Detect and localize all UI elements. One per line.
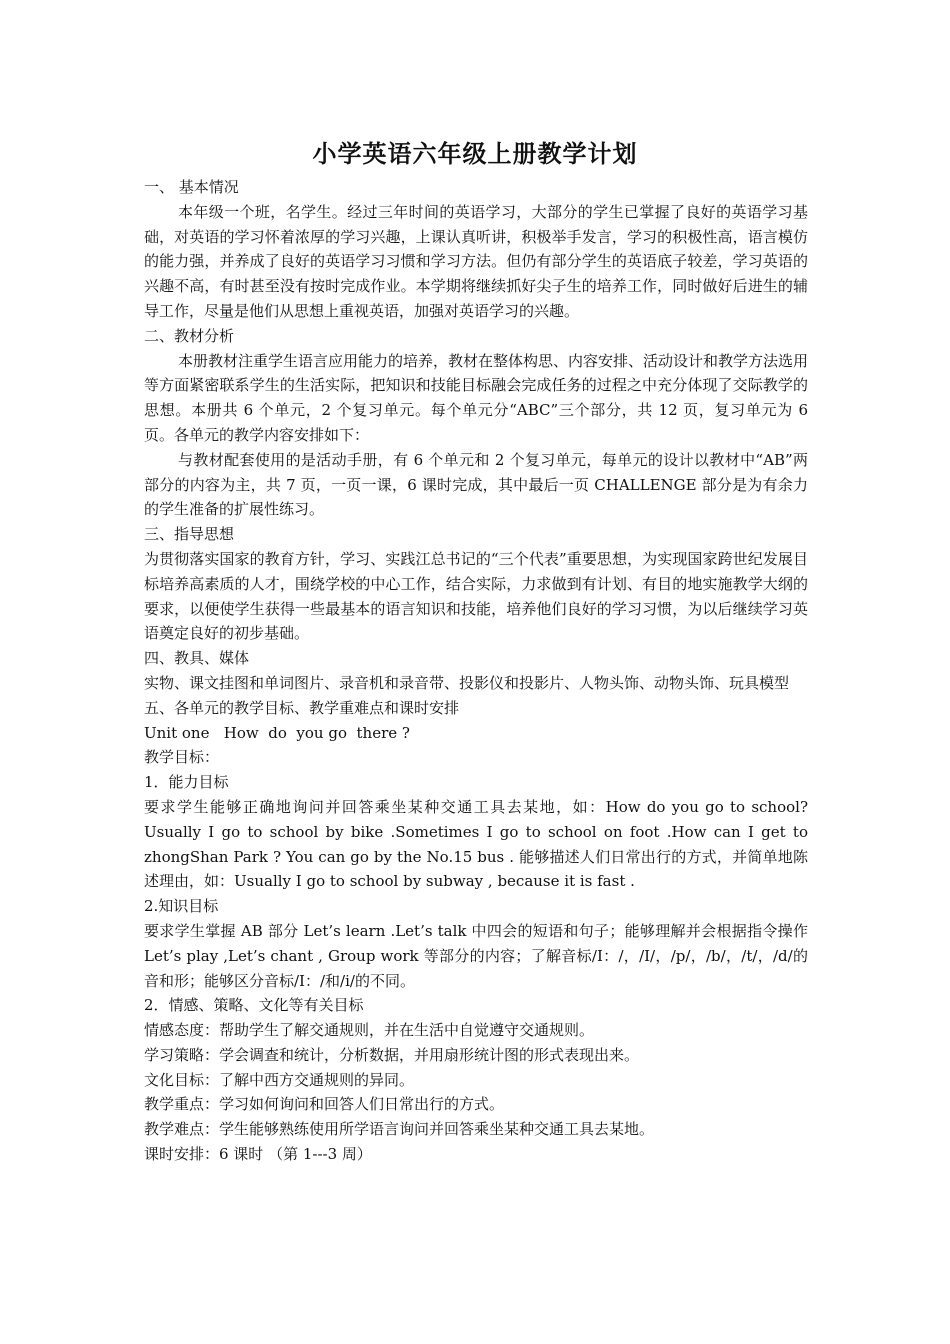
document-body: [144, 175, 808, 1167]
teaching-focus: 教学重点：学习如何询问和回答人们日常出行的方式。: [144, 1095, 505, 1114]
paragraph-knowledge-goal: 要求学生掌握 AB 部分 Let’s learn .Let’s talk 中四会的短语和句子；能够理解并会根据指令操作 Let’s play ,Let’s chant , Group work 等部分的内容；了解音标/I：/，/I/，/p/，/b/，/t/，/d/的音和形；能够区分音标/I：/和/i/的不同。: [144, 921, 808, 990]
learning-strategy: 学习策略：学会调查和统计，分析数据，并用扇形统计图的形式表现出来。: [144, 1045, 640, 1064]
cultural-goal: 文化目标：了解中西方交通规则的异同。: [144, 1070, 415, 1089]
document-title: 小学英语六年级上册教学计划: [312, 139, 638, 168]
lesson-schedule: 课时安排：6 课时 （第 1---3 周）: [144, 1145, 372, 1164]
ability-goal-heading: 1．能力目标: [144, 773, 229, 792]
section-heading-units: 五、各单元的教学目标、教学重难点和课时安排: [144, 698, 460, 717]
teaching-difficulty: 教学难点：学生能够熟练使用所学语言询问并回答乘坐某种交通工具去某地。: [144, 1120, 655, 1139]
section-heading-guiding: 三、指导思想: [144, 525, 235, 544]
paragraph-media: 实物、课文挂图和单词图片、录音机和录音带、投影仪和投影片、人物头饰、动物头饰、玩具模型: [144, 673, 790, 692]
unit-title: Unit one How do you go there ?: [144, 723, 410, 742]
section-heading-basic: 一、 基本情况: [144, 178, 239, 196]
affective-goal-heading: 2．情感、策略、文化等有关目标: [144, 996, 364, 1015]
paragraph-ability-goal: 要求学生能够正确地询问并回答乘坐某种交通工具去某地，如：How do you go to school? Usually I go to school by bike .Sometimes I go to school on foot .How can I get to zhongShan Park ? You can go by the No.15 bus . 能够描述人们日常出行的方式，并简单地陈述理由，如：Usually I go to school by subway , because it is fast .: [144, 797, 808, 891]
paragraph-textbook-analysis: 本册教材注重学生语言应用能力的培养，教材在整体构思、内容安排、活动设计和教学方法选用等方面紧密联系学生的生活实际，把知识和技能目标融会完成任务的过程之中充分体现了交际教学的思想。本册共 6 个单元，2 个复习单元。每个单元分“ABC”三个部分，共 12 页，复习单元为 6 页。各单元的教学内容安排如下：: [144, 351, 809, 444]
knowledge-goal-heading: 2.知识目标: [144, 897, 219, 916]
paragraph-activity-book: 与教材配套使用的是活动手册，有 6 个单元和 2 个复习单元，每单元的设计以教材中“AB”两部分的内容为主，共 7 页，一页一课，6 课时完成，其中最后一页 CHALLENGE 部分是为有余力的学生准备的扩展性练习。: [144, 450, 808, 519]
emotional-attitude: 情感态度：帮助学生了解交通规则，并在生活中自觉遵守交通规则。: [144, 1021, 595, 1040]
section-heading-media: 四、教具、媒体: [144, 649, 250, 668]
paragraph-guiding-thought: 为贯彻落实国家的教育方针，学习、实践江总书记的“三个代表”重要思想，为实现国家跨世纪发展目标培养高素质的人才，围绕学校的中心工作，结合实际，力求做到有计划、有目的地实施教学大纲的要求，以便使学生获得一些最基本的语言知识和技能，培养他们良好的学习习惯，为以后继续学习英语奠定良好的初步基础。: [144, 549, 808, 643]
section-heading-textbook: 二、教材分析: [144, 326, 235, 345]
paragraph-basic-situation: 本年级一个班，名学生。经过三年时间的英语学习，大部分的学生已掌握了良好的英语学习基础，对英语的学习怀着浓厚的学习兴趣，上课认真听讲，积极举手发言，学习的积极性高，语言模仿的能力强，并养成了良好的英语学习习惯和学习方法。但仍有部分学生的英语底子较差，学习英语的兴趣不高，有时甚至没有按时完成作业。本学期将继续抓好尖子生的培养工作，同时做好后进生的辅导工作，尽量是他们从思想上重视英语，加强对英语学习的兴趣。: [144, 202, 808, 320]
teaching-goals-label: 教学目标：: [144, 748, 220, 767]
